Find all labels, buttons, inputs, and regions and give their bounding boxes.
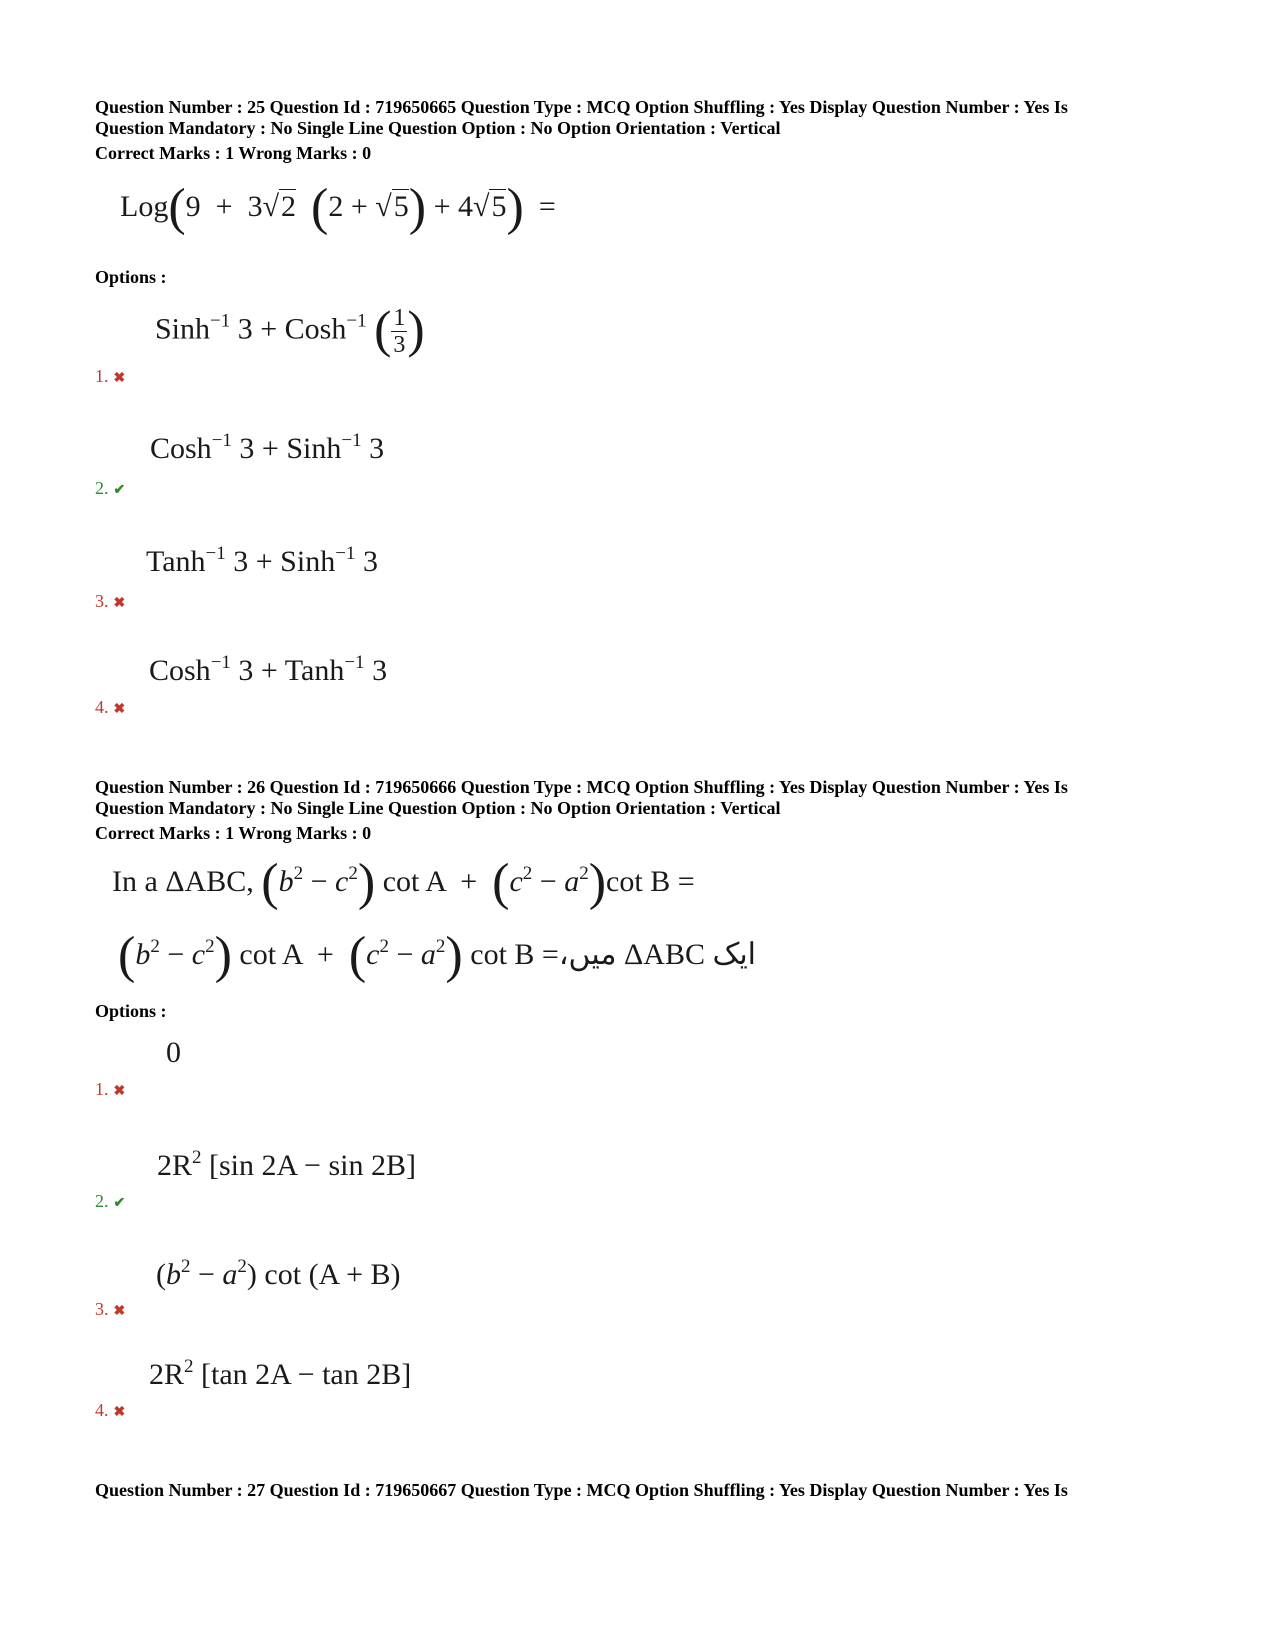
wrong-mark-icon: ✖ <box>113 1084 126 1099</box>
wrong-mark-icon: ✖ <box>113 371 126 386</box>
q25-option-4-number[interactable]: 4. ✖ <box>95 697 126 717</box>
q26-option-3-expression: $(b^2 - a^2)$ cot (A + B) <box>156 1256 401 1291</box>
q26-question-english: In a ΔABC, $(b^2 - c^2)$ $\cot A + (c^2 - a^2)\cot$ B = <box>112 854 695 911</box>
q26-option-2-expression: $2R^2$ [sin 2A − sin 2B] <box>157 1147 416 1182</box>
q25-option-1-number[interactable]: 1. ✖ <box>95 366 126 386</box>
q26-option-4-expression: $2R^2$ [tan 2A − tan 2B] <box>149 1356 412 1391</box>
q26-meta-line1: Question Number : 26 Question Id : 719650666 Question Type : MCQ Option Shuffling : Yes Display Question Number : Yes Is <box>95 777 1068 797</box>
q26-marks: Correct Marks : 1 Wrong Marks : 0 <box>95 823 372 843</box>
q25-meta-line1: Question Number : 25 Question Id : 719650665 Question Type : MCQ Option Shuffling : Yes Display Question Number : Yes Is <box>95 97 1068 117</box>
q25-meta-line2: Question Mandatory : No Single Line Question Option : No Option Orientation : Vertical <box>95 118 781 138</box>
q25-options-label: Options : <box>95 267 167 287</box>
q26-question-urdu: $(b^2 - c^2)$ $\cot A + (c^2 - a^2)$ cot B =ایک ΔABC میں، <box>118 927 757 984</box>
q26-option-3-number[interactable]: 3. ✖ <box>95 1299 126 1319</box>
q25-question-expression: Log(9 + 3√2 (2 + √5) + 4√5) = <box>120 179 556 236</box>
q26-option-1-number[interactable]: 1. ✖ <box>95 1079 126 1099</box>
q26-question-prefix: In a ΔABC, <box>112 865 254 898</box>
q25-marks: Correct Marks : 1 Wrong Marks : 0 <box>95 143 372 163</box>
q26-option-2-number[interactable]: 2. ✔ <box>95 1191 126 1211</box>
q25-option-1-expression: Sinh$^{-1}$ 3 + Cosh$^{-1}$ ( $\frac{1}{3}$ ) <box>155 301 425 359</box>
q26-option-1-expression: 0 <box>166 1036 181 1069</box>
correct-check-icon: ✔ <box>113 1196 126 1211</box>
wrong-mark-icon: ✖ <box>113 702 126 717</box>
q25-option-3-expression: Tanh$^{-1}$ 3 + Sinh$^{-1}$ 3 <box>146 543 378 578</box>
q26-meta-line2: Question Mandatory : No Single Line Question Option : No Option Orientation : Vertical <box>95 798 781 818</box>
q26-urdu-prefix: ایک ΔABC میں، <box>558 938 757 971</box>
q25-option-3-number[interactable]: 3. ✖ <box>95 591 126 611</box>
wrong-mark-icon: ✖ <box>113 1405 126 1420</box>
q26-option-4-number[interactable]: 4. ✖ <box>95 1400 126 1420</box>
q25-option-2-expression: Cosh$^{-1}$ 3 + Sinh$^{-1}$ 3 <box>150 430 385 465</box>
q25-question-prefix: Log <box>120 190 169 223</box>
q26-options-label: Options : <box>95 1001 167 1021</box>
wrong-mark-icon: ✖ <box>113 1304 126 1319</box>
q25-option-4-expression: Cosh$^{-1}$ 3 + Tanh$^{-1}$ 3 <box>149 652 388 687</box>
q25-option-2-number[interactable]: 2. ✔ <box>95 478 126 498</box>
wrong-mark-icon: ✖ <box>113 596 126 611</box>
correct-check-icon: ✔ <box>113 483 126 498</box>
q27-meta-line1: Question Number : 27 Question Id : 719650667 Question Type : MCQ Option Shuffling : Yes Display Question Number : Yes Is <box>95 1480 1068 1500</box>
